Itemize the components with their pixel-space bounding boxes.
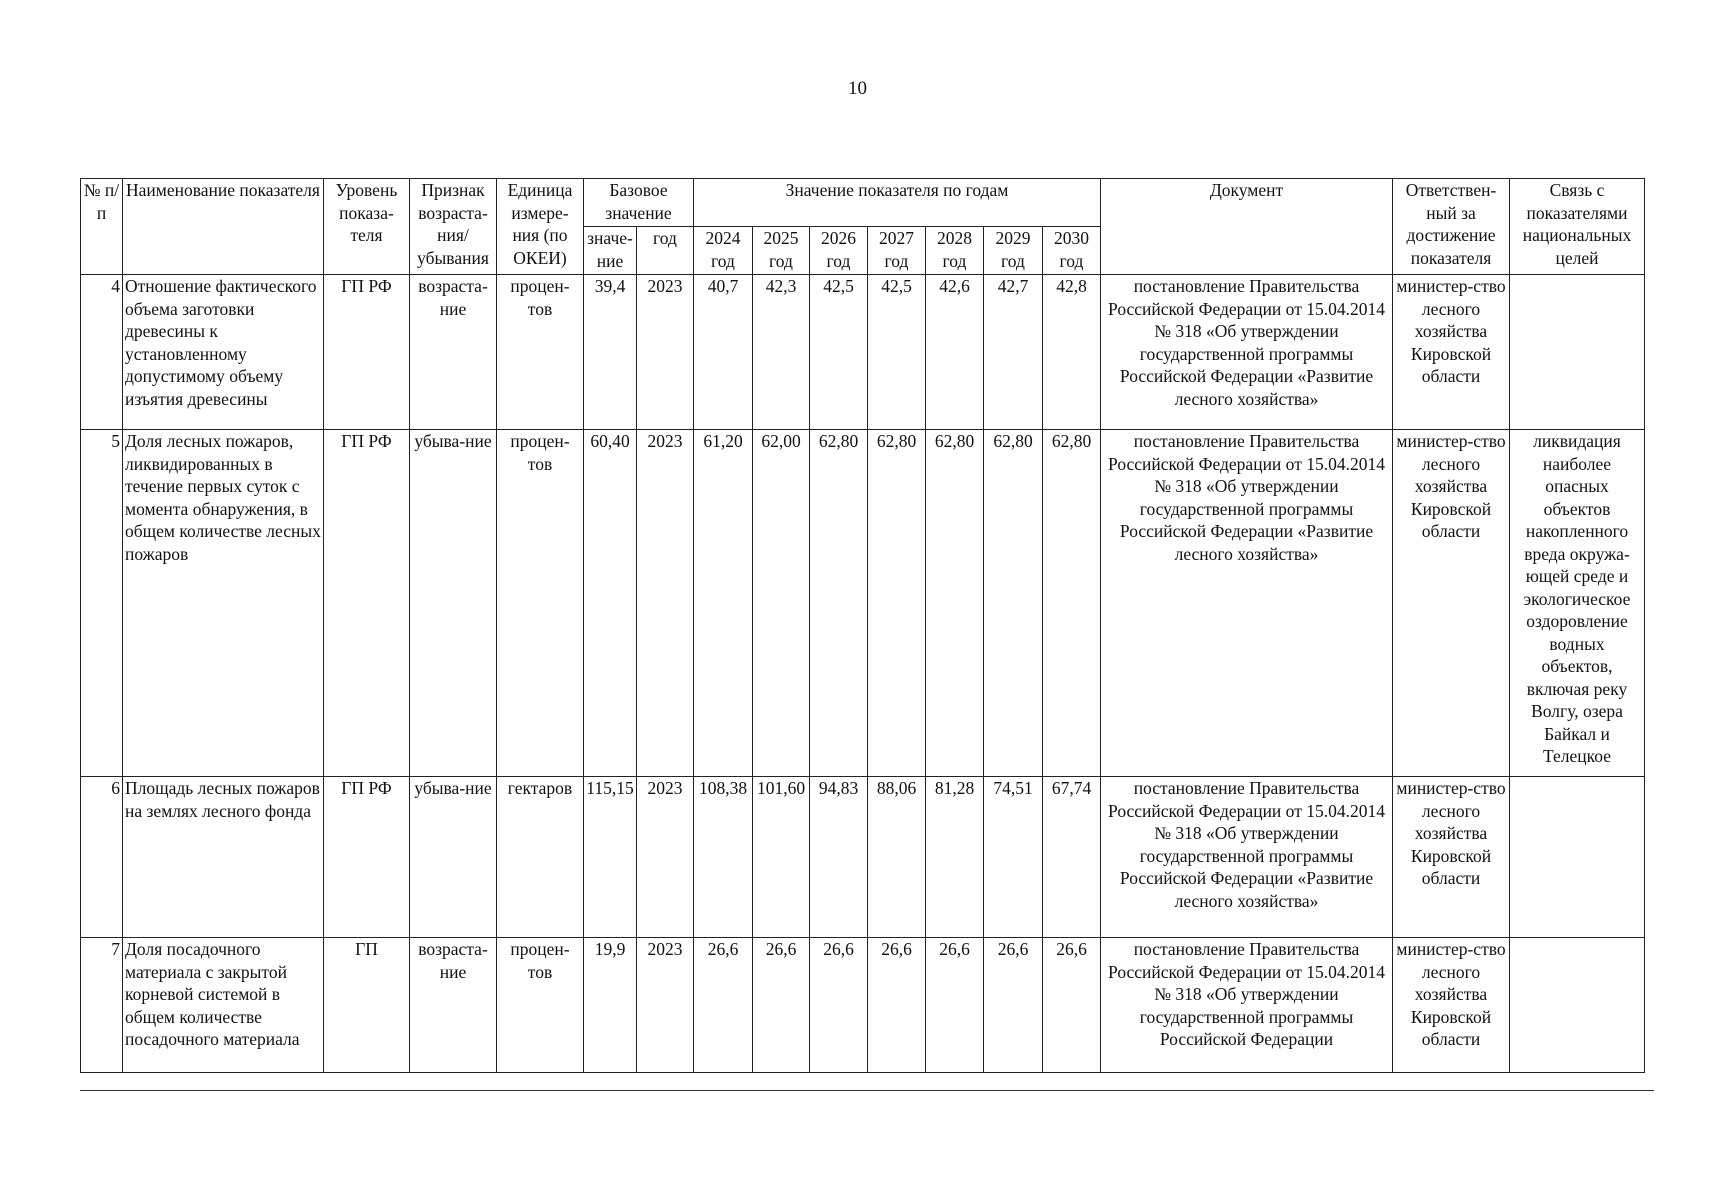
indicator-level: ГП РФ <box>324 777 410 938</box>
header-unit: Единица измере-ния (по ОКЕИ) <box>497 179 584 275</box>
header-year-2028: 2028 год <box>926 227 984 275</box>
indicator-level: ГП <box>324 938 410 1073</box>
row-num: 4 <box>81 275 123 430</box>
value-2026: 62,80 <box>810 430 868 777</box>
header-year-2024: 2024 год <box>694 227 753 275</box>
indicator-level: ГП РФ <box>324 430 410 777</box>
indicators-table <box>80 178 1645 1073</box>
value-2028: 81,28 <box>926 777 984 938</box>
value-2025: 42,3 <box>753 275 810 430</box>
table-body <box>81 275 1645 1073</box>
value-2026: 26,6 <box>810 938 868 1073</box>
base-year: 2023 <box>637 938 694 1073</box>
indicator-name: Площадь лесных пожаров на землях лесного фонда <box>123 777 324 938</box>
value-2025: 26,6 <box>753 938 810 1073</box>
value-2024: 61,20 <box>694 430 753 777</box>
header-by-year: Значение показателя по годам <box>694 179 1101 227</box>
indicator-unit: процен-тов <box>497 430 584 777</box>
row-num: 5 <box>81 430 123 777</box>
header-document: Документ <box>1101 179 1393 275</box>
indicator-trend: возраста-ние <box>410 938 497 1073</box>
header-trend: Признак возраста-ния/ убывания <box>410 179 497 275</box>
value-2026: 42,5 <box>810 275 868 430</box>
table-row <box>81 275 1645 430</box>
value-2029: 42,7 <box>984 275 1043 430</box>
national-goal-link <box>1510 938 1645 1073</box>
header-num: № п/п <box>81 179 123 275</box>
document: постановление Правительства Российской Федерации от 15.04.2014 № 318 «Об утверждении государственной программы Российской Федерации «Развитие лесного хозяйства» <box>1101 777 1393 938</box>
base-value: 115,15 <box>584 777 637 938</box>
header-year-2030: 2030 год <box>1043 227 1101 275</box>
table-row <box>81 938 1645 1073</box>
value-2027: 62,80 <box>868 430 926 777</box>
responsible: министер-ство лесного хозяйства Кировской области <box>1393 938 1510 1073</box>
responsible: министер-ство лесного хозяйства Кировской области <box>1393 430 1510 777</box>
national-goal-link <box>1510 275 1645 430</box>
indicator-name: Отношение фактического объема заготовки древесины к установленному допустимому объему изъятия древесины <box>123 275 324 430</box>
indicator-unit: процен-тов <box>497 275 584 430</box>
base-year: 2023 <box>637 777 694 938</box>
value-2029: 26,6 <box>984 938 1043 1073</box>
indicator-name: Доля лесных пожаров, ликвидированных в течение первых суток с момента обнаружения, в общем количестве лесных пожаров <box>123 430 324 777</box>
header-level: Уровень показа-теля <box>324 179 410 275</box>
indicator-unit: гектаров <box>497 777 584 938</box>
table-row <box>81 777 1645 938</box>
base-value: 60,40 <box>584 430 637 777</box>
document: постановление Правительства Российской Федерации от 15.04.2014 № 318 «Об утверждении государственной программы Российской Федерации «Развитие лесного хозяйства» <box>1101 430 1393 777</box>
value-2030: 42,8 <box>1043 275 1101 430</box>
base-value: 39,4 <box>584 275 637 430</box>
value-2024: 26,6 <box>694 938 753 1073</box>
indicator-trend: убыва-ние <box>410 430 497 777</box>
value-2027: 42,5 <box>868 275 926 430</box>
value-2029: 74,51 <box>984 777 1043 938</box>
indicator-name: Доля посадочного материала с закрытой корневой системой в общем количестве посадочного материала <box>123 938 324 1073</box>
base-value: 19,9 <box>584 938 637 1073</box>
header-year-2027: 2027 год <box>868 227 926 275</box>
value-2029: 62,80 <box>984 430 1043 777</box>
value-2030: 67,74 <box>1043 777 1101 938</box>
header-year-2029: 2029 год <box>984 227 1043 275</box>
value-2030: 62,80 <box>1043 430 1101 777</box>
header-responsible: Ответствен-ный за достижение показателя <box>1393 179 1510 275</box>
value-2025: 62,00 <box>753 430 810 777</box>
national-goal-link <box>1510 777 1645 938</box>
value-2027: 88,06 <box>868 777 926 938</box>
value-2025: 101,60 <box>753 777 810 938</box>
document: постановление Правительства Российской Федерации от 15.04.2014 № 318 «Об утверждении государственной программы Российской Федерации «Развитие лесного хозяйства» <box>1101 275 1393 430</box>
base-year: 2023 <box>637 275 694 430</box>
row-num: 6 <box>81 777 123 938</box>
header-year-2025: 2025 год <box>753 227 810 275</box>
header-year-2026: 2026 год <box>810 227 868 275</box>
header-link: Связь с показателями национальных целей <box>1510 179 1645 275</box>
value-2026: 94,83 <box>810 777 868 938</box>
bottom-rule <box>80 1090 1654 1091</box>
responsible: министер-ство лесного хозяйства Кировской области <box>1393 275 1510 430</box>
indicator-level: ГП РФ <box>324 275 410 430</box>
header-base-value: значе-ние <box>584 227 637 275</box>
value-2028: 62,80 <box>926 430 984 777</box>
indicator-trend: убыва-ние <box>410 777 497 938</box>
value-2030: 26,6 <box>1043 938 1101 1073</box>
base-year: 2023 <box>637 430 694 777</box>
value-2027: 26,6 <box>868 938 926 1073</box>
indicator-trend: возраста-ние <box>410 275 497 430</box>
value-2028: 42,6 <box>926 275 984 430</box>
header-base-year: год <box>637 227 694 275</box>
value-2028: 26,6 <box>926 938 984 1073</box>
table-row <box>81 430 1645 777</box>
page-number: 10 <box>848 78 867 99</box>
indicator-unit: процен-тов <box>497 938 584 1073</box>
value-2024: 40,7 <box>694 275 753 430</box>
national-goal-link: ликвидация наиболее опасных объектов накопленного вреда окружа-ющей среде и экологическое оздоровление водных объектов, включая реку Волгу, озера Байкал и Телецкое <box>1510 430 1645 777</box>
value-2024: 108,38 <box>694 777 753 938</box>
header-base: Базовое значение <box>584 179 694 227</box>
header-name: Наименование показателя <box>123 179 324 275</box>
document: постановление Правительства Российской Федерации от 15.04.2014 № 318 «Об утверждении государственной программы Российской Федерации <box>1101 938 1393 1073</box>
responsible: министер-ство лесного хозяйства Кировской области <box>1393 777 1510 938</box>
row-num: 7 <box>81 938 123 1073</box>
table-header <box>81 179 1645 275</box>
